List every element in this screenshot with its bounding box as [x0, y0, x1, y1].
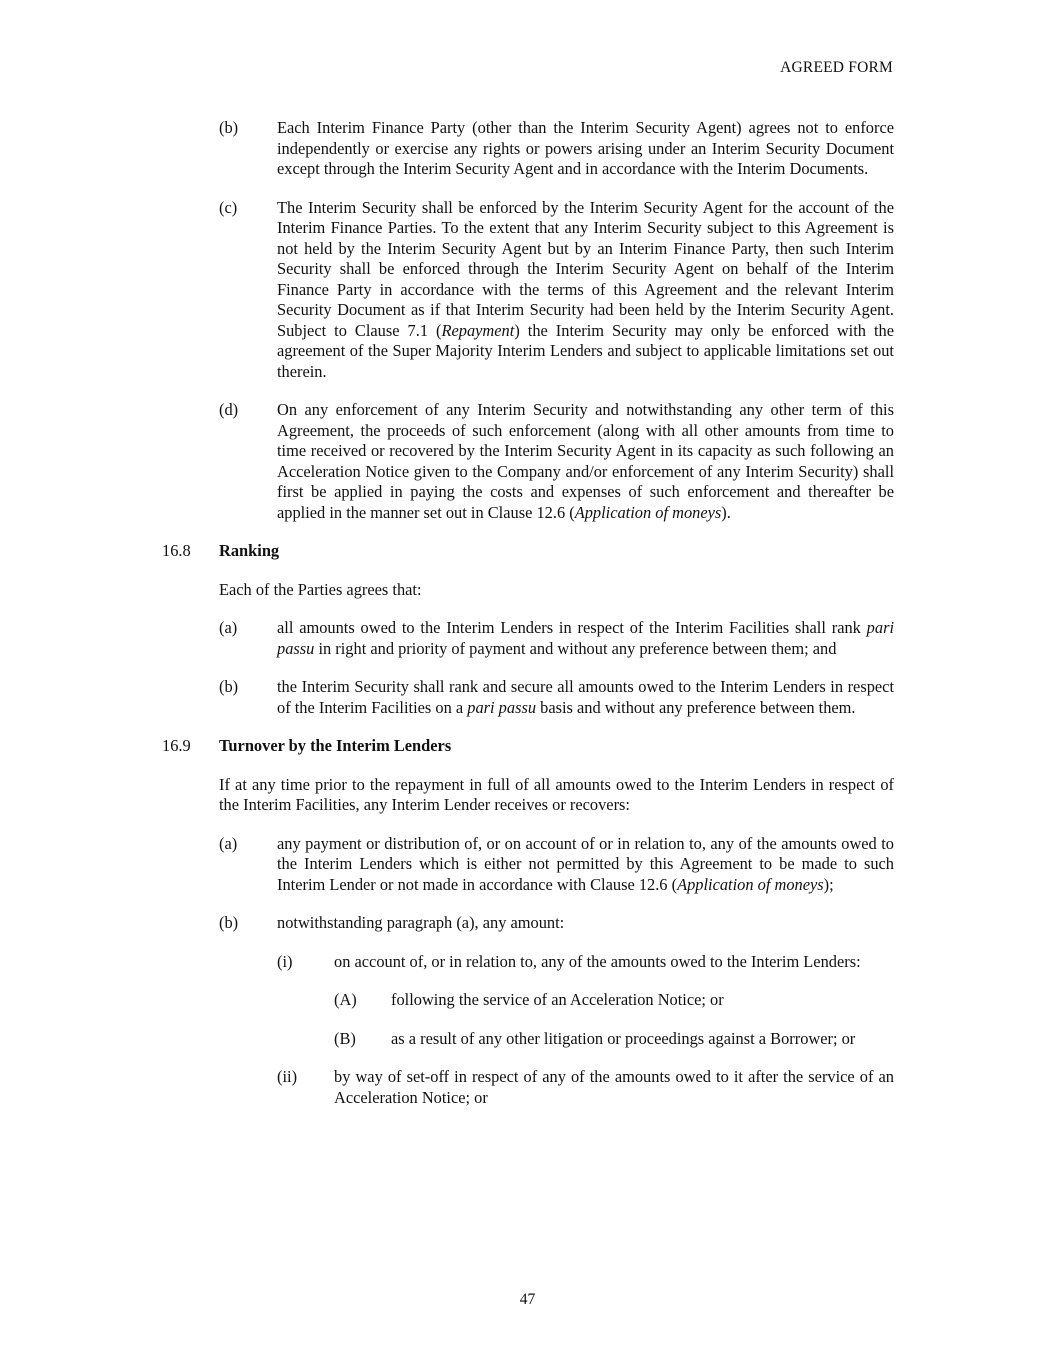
clause-16-8-b	[0, 677, 1055, 718]
paragraph-text: Each of the Parties agrees that:	[219, 579, 422, 599]
clause-16-9-a	[0, 834, 1055, 896]
paragraph-label: (c)	[219, 197, 238, 217]
page-number: 47	[519, 1291, 536, 1308]
document-body	[0, 118, 1055, 1126]
paragraph-label: (B)	[334, 1028, 356, 1048]
paragraph-label: (b)	[219, 118, 239, 137]
italic-reference: Application of moneys	[677, 874, 824, 894]
text-run: On any enforcement of any Interim Security and notwithstanding any other term of this Agreement, the proceeds of such enforcement (along with all other amounts from time to time received or recovered by the Interim Security Agent in its capacity as such following an Acceleration Notice given to the Company and/or enforcement of any Interim Security) shall first be applied in paying the costs and expenses of such enforcement and thereafter be applied in the manner set out in Clause 12.6 (	[277, 400, 894, 522]
paragraph-label: (a)	[219, 833, 238, 853]
clause-16-9-heading	[0, 736, 1055, 757]
paragraph-text: by way of set-off in respect of any of the amounts owed to it after the service of an Acceleration Notice; or	[334, 1067, 894, 1107]
paragraph-label: (ii)	[277, 1067, 298, 1086]
clause-16-7-b	[0, 118, 1055, 180]
clause-title: Ranking	[219, 541, 280, 560]
paragraph-label: (b)	[219, 913, 239, 932]
paragraph-text	[277, 618, 894, 659]
paragraph-label: (d)	[219, 400, 239, 419]
text-run: any payment or distribution of, or on account of or in relation to, any of the amounts owed to the Interim Lenders which is either not permitted by this Agreement to be made to such Interim Lender or not made in accordance with Clause 12.6 (	[277, 833, 894, 894]
paragraph-label: (a)	[219, 618, 238, 637]
document-header: AGREED FORM	[780, 59, 893, 76]
italic-term: pari passu	[467, 697, 537, 717]
italic-reference: Application of moneys	[574, 502, 722, 522]
text-run: all amounts owed to the Interim Lenders in respect of the Interim Facilities shall rank	[277, 618, 867, 637]
clause-16-9-b-ii	[0, 1067, 1055, 1108]
paragraph-text: Each Interim Finance Party (other than the Interim Security Agent) agrees not to enforce independently or exercise any rights or powers arising under an Interim Security Document except through the Interim Security Agent and in accordance with the Interim Documents.	[277, 118, 894, 178]
clause-16-9-b-i-a	[0, 990, 1055, 1011]
clause-title: Turnover by the Interim Lenders	[219, 736, 452, 755]
text-run: );	[823, 874, 834, 894]
text-run: ).	[721, 502, 731, 522]
clause-number: 16.9	[162, 736, 191, 755]
clause-16-9-intro	[0, 775, 1055, 816]
clause-16-9-b-i-b	[0, 1029, 1055, 1050]
clause-16-8-intro	[0, 580, 1055, 601]
text-run: The Interim Security shall be enforced by the Interim Security Agent for the account of the Interim Finance Parties. To the extent that any Interim Security subject to this Agreement is not held by the Interim Security Agent but by an Interim Finance Party, then such Interim Security shall be enforced through the Interim Security Agent on behalf of the Interim Finance Party in accordance with the terms of this Agreement and the relevant Interim Security Document as if that Interim Security had been held by the Interim Security Agent. Subject to Clause 7.1 (	[277, 197, 894, 340]
paragraph-text: following the service of an Acceleration Notice; or	[391, 990, 724, 1009]
paragraph-text: as a result of any other litigation or proceedings against a Borrower; or	[391, 1028, 856, 1048]
italic-term: pari passu	[277, 618, 894, 658]
clause-16-8-heading	[0, 541, 1055, 562]
text-run: in right and priority of payment and without any preference between them; and	[314, 638, 837, 658]
paragraph-text	[277, 400, 894, 523]
paragraph-label: (A)	[334, 990, 357, 1009]
paragraph-label: (b)	[219, 677, 239, 696]
paragraph-text: If at any time prior to the repayment in full of all amounts owed to the Interim Lenders in respect of the Interim Facilities, any Interim Lender receives or recovers:	[219, 774, 894, 814]
paragraph-text	[277, 198, 894, 383]
text-run: basis and without any preference between them.	[536, 697, 856, 717]
text-run: ) the Interim Security may only be enforced with the agreement of the Super Majority Interim Lenders and subject to applicable limitations set out therein.	[277, 320, 894, 381]
paragraph-text	[277, 834, 894, 896]
clause-16-8-a	[0, 618, 1055, 659]
italic-reference: Repayment	[441, 320, 515, 340]
paragraph-text: notwithstanding paragraph (a), any amount:	[277, 913, 565, 932]
clause-16-9-b	[0, 913, 1055, 934]
clause-16-9-b-i	[0, 952, 1055, 973]
paragraph-text: on account of, or in relation to, any of the amounts owed to the Interim Lenders:	[334, 951, 861, 971]
clause-number: 16.8	[162, 541, 191, 560]
paragraph-label: (i)	[277, 951, 293, 971]
text-run: the Interim Security shall rank and secure all amounts owed to the Interim Lenders in respect of the Interim Facilities on a	[277, 677, 894, 717]
clause-16-7-c	[0, 198, 1055, 383]
clause-16-7-d	[0, 400, 1055, 523]
paragraph-text	[277, 677, 894, 718]
